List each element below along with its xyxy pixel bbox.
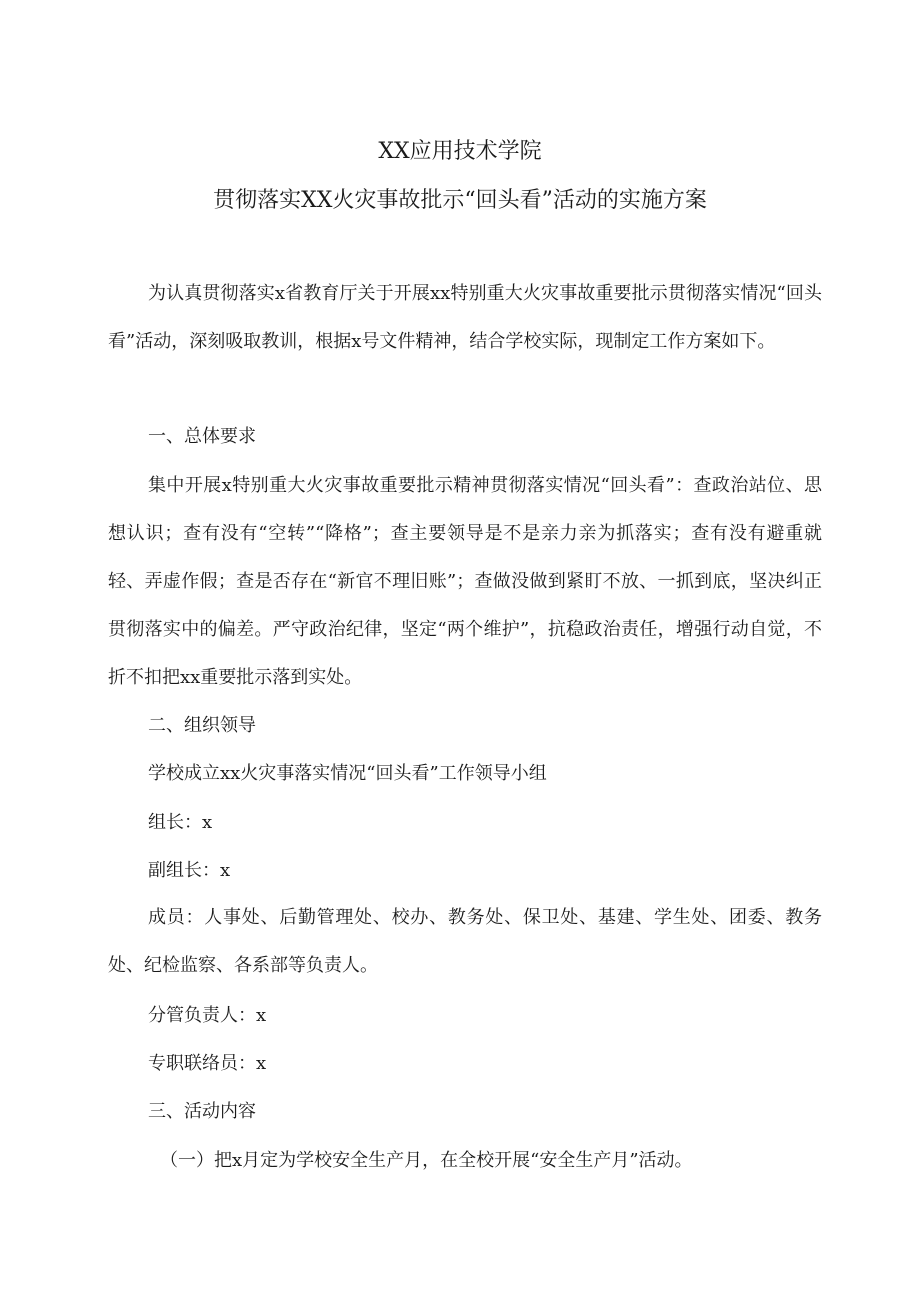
section-2-heading: 二、组织领导 bbox=[148, 715, 256, 736]
document-title-line-1: XX应用技术学院 bbox=[378, 139, 542, 164]
section-3-heading: 三、活动内容 bbox=[148, 1101, 256, 1122]
document-title-line-2: 贯彻落实XX火灾事故批示“回头看”活动的实施方案 bbox=[213, 188, 707, 213]
section-1-paragraph: 集中开展x特别重大火灾事故重要批示精神贯彻落实情况“回头看”：查政治站位、思想认识；查有没有“空转”“降格”；查主要领导是不是亲力亲为抓落实；查有没有避重就轻、弄虚作假；查是否存在“新官不理旧账”；查做没做到紧盯不放、一抓到底，坚决纠正贯彻落实中的偏差。严守政治纪律，坚定“两个维护”，抗稳政治责任，增强行动自觉，不折不扣把xx重要批示落到实处。 bbox=[108, 475, 822, 688]
leading-group-line: 学校成立xx火灾事落实情况“回头看”工作领导小组 bbox=[148, 763, 547, 784]
deputy-leader-line: 副组长：x bbox=[148, 860, 231, 881]
activity-item-1: （一）把x月定为学校安全生产月，在全校开展“安全生产月”活动。 bbox=[160, 1150, 693, 1171]
group-leader-line: 组长：x bbox=[148, 812, 213, 833]
intro-paragraph: 为认真贯彻落实x省教育厅关于开展xx特别重大火灾事故重要批示贯彻落实情况“回头看”活动，深刻吸取教训，根据x号文件精神，结合学校实际，现制定工作方案如下。 bbox=[108, 283, 822, 352]
person-in-charge-line: 分管负责人：x bbox=[148, 1005, 267, 1026]
members-paragraph: 成员：人事处、后勤管理处、校办、教务处、保卫处、基建、学生处、团委、教务处、纪检监察、各系部等负责人。 bbox=[108, 907, 822, 976]
section-1-heading: 一、总体要求 bbox=[148, 426, 256, 447]
liaison-officer-line: 专职联络员：x bbox=[148, 1053, 267, 1074]
